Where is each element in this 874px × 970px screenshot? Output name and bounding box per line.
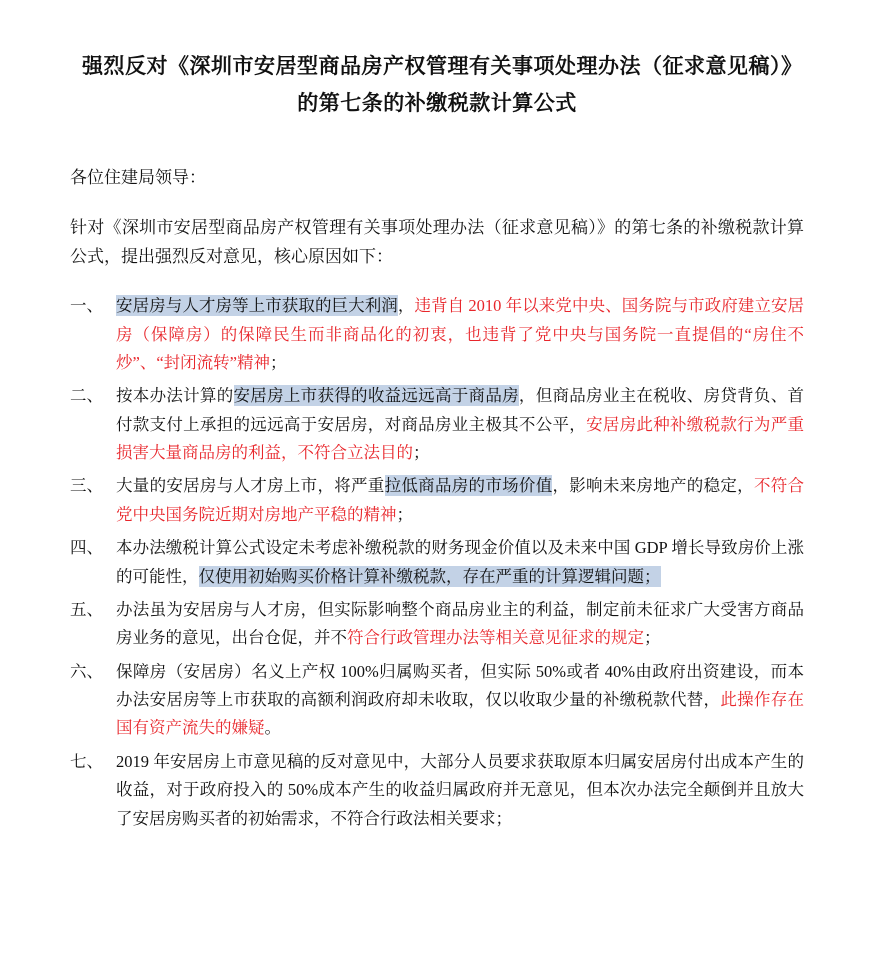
text-segment: 不符合党中央国务院近期对房地产平稳的精神 [116,476,805,524]
list-item-number: 一、 [70,296,103,316]
page-title: 强烈反对《深圳市安居型商品房产权管理有关事项处理办法（征求意见稿）》的第七条的补缴税款计算公式 [82,54,792,115]
list-item-number: 六、 [70,661,103,681]
text-segment: 本办法缴税计算公式设定未考虑补缴税款的财务现金价值以及未来中国 GDP 增长导致房价上涨的可能性， [116,538,804,586]
text-segment: ，但商品房业主在税收、房贷背负、首付款支付上承担的远远高于安居房，对商品房业主极其不公平， [116,386,805,434]
list-item-text [116,292,804,377]
list-item-text [116,748,804,833]
text-segment: ； [644,628,661,648]
salutation: 各位住建局领导： [70,167,206,187]
text-segment: ； [269,352,287,372]
list-item [70,292,804,377]
text-segment: 。 [264,718,281,738]
text-segment: 安居房与人才房等上市获取的巨大利润 [116,296,398,316]
text-segment: ； [413,443,430,463]
text-segment: 违背自 2010 年以来党中央、国务院与市政府建立安居房（保障房）的保障民生而非商品化的初衷，也违背了党中央与国务院一直提倡的“房住不炒”、“封闭流转”精神 [116,296,805,372]
objection-list [70,292,804,833]
text-segment: 保障房（安居房）名义上产权 100%归属购买者，但实际 50%或者 40%由政府出资建设，而本办法安居房等上市获取的高额利润政府却未收取，仅以收取少量的补缴税款代替， [116,661,804,710]
text-segment: 2019 年安居房上市意见稿的反对意见中，大部分人员要求获取原本归属安居房付出成本产生的收益，对于政府投入的 50%成本产生的收益归属政府并无意见，但本次办法完全颠倒并且放大了安居房购买者的初始需求，不符合行政法相关要求； [116,751,804,828]
text-segment: ； [396,504,413,524]
text-segment: ，影响未来房地产的稳定， [552,476,754,496]
text-segment: 此操作存在国有资产流失的嫌疑 [116,690,805,738]
list-item [70,382,804,467]
list-item-text [116,596,804,653]
list-item-text [116,534,804,591]
text-segment: 拉低商品房的市场价值 [384,476,553,496]
list-item-text [116,472,804,529]
list-item-number: 三、 [70,476,103,496]
list-item [70,472,804,529]
text-segment: ， [397,296,415,316]
list-item-number: 四、 [70,538,103,558]
list-item-number: 五、 [70,599,103,619]
list-item-text [116,382,804,467]
list-item [70,534,804,591]
intro-paragraph: 针对《深圳市安居型商品房产权管理有关事项处理办法（征求意见稿）》的第七条的补缴税款计算公式，提出强烈反对意见，核心原因如下： [70,217,804,267]
list-item [70,596,804,653]
list-item-number: 二、 [70,386,103,406]
text-segment: 办法虽为安居房与人才房，但实际影响整个商品房业主的利益，制定前未征求广大受害方商品房业务的意见，出台仓促，并不 [116,599,804,648]
list-item-text [116,658,804,743]
text-segment: 安居房此种补缴税款行为严重损害大量商品房的利益，不符合立法目的 [116,414,805,463]
list-item [70,658,804,743]
list-item-number: 七、 [70,751,103,771]
text-segment: 仅使用初始购买价格计算补缴税款，存在严重的计算逻辑问题； [198,566,661,586]
text-segment: 安居房上市获得的收益远远高于商品房 [233,386,519,406]
text-segment: 按本办法计算的 [116,386,234,406]
text-segment: 大量的安居房与人才房上市，将严重 [116,476,385,496]
text-segment: 符合行政管理办法等相关意见征求的规定 [347,628,644,648]
list-item [70,748,804,833]
